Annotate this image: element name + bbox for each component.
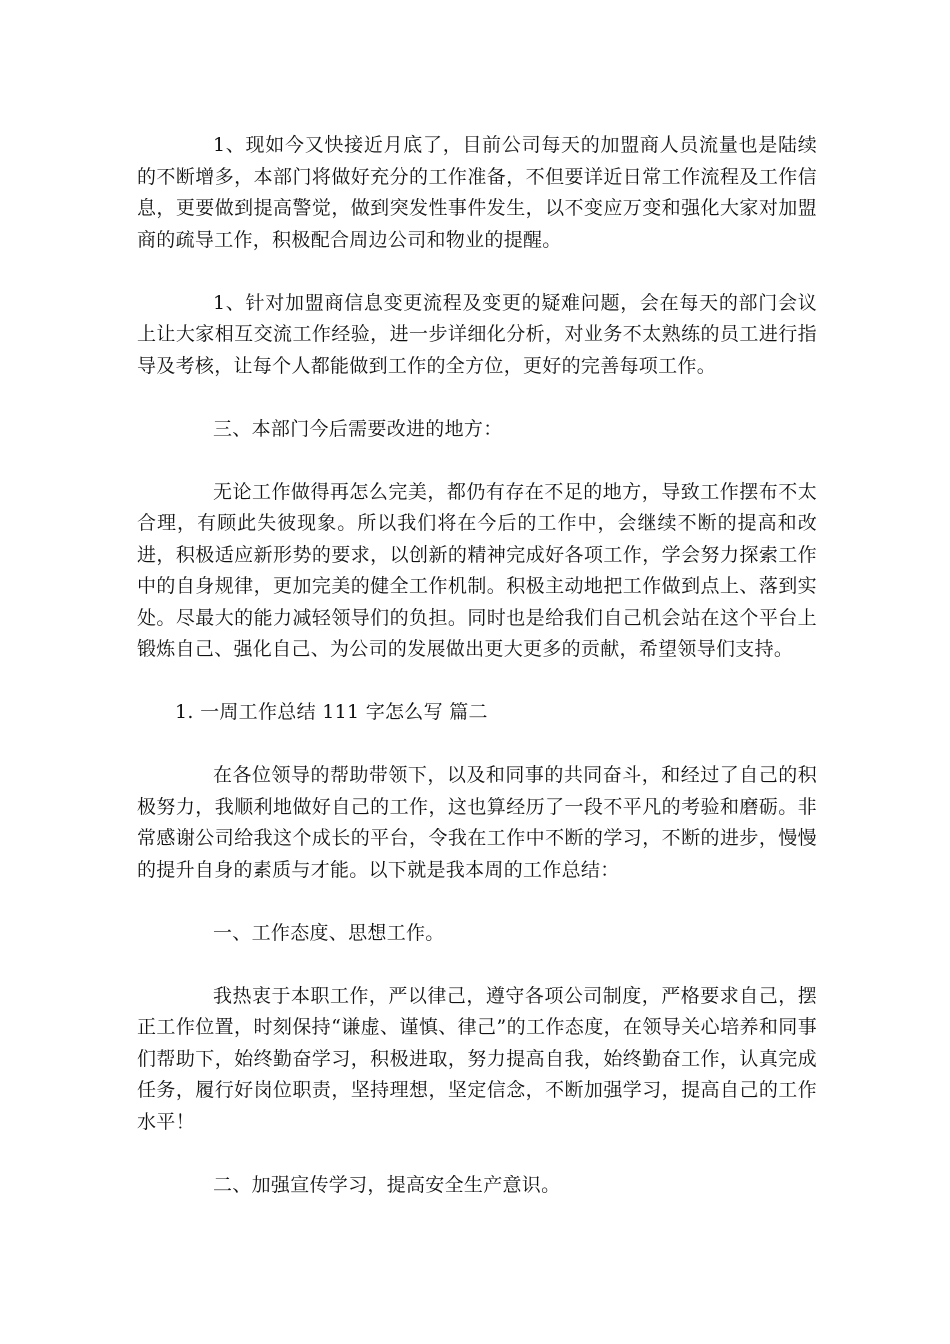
- paragraph-3: 无论工作做得再怎么完美，都仍有存在不足的地方，导致工作摆布不太合理，有顾此失彼现象。所以我们将在今后的工作中，会继续不断的提高和改进，积极适应新形势的要求，以创新的精神完成好各项工作，学会努力探索工作中的自身规律，更加完美的健全工作机制。积极主动地把工作做到点上、落到实处。尽最大的能力减轻领导们的负担。同时也是给我们自己机会站在这个平台上锻炼自己、强化自己、为公司的发展做出更大更多的贡献，希望领导们支持。: [137, 480, 817, 660]
- paragraph-2: 1、针对加盟商信息变更流程及变更的疑难问题，会在每天的部门会议上让大家相互交流工作经验，进一步详细化分析，对业务不太熟练的员工进行指导及考核，让每个人都能做到工作的全方位，更好的完善每项工作。: [137, 291, 817, 377]
- paragraph-1: 1、现如今又快接近月底了，目前公司每天的加盟商人员流量也是陆续的不断增多，本部门将做好充分的工作准备，不但要详近日常工作流程及工作信息，更要做到提高警觉，做到突发性事件发生，以不变应万变和强化大家对加盟商的疏导工作，积极配合周边公司和物业的提醒。: [137, 134, 817, 251]
- section-heading-improvements: 三、本部门今后需要改进的地方：: [213, 417, 503, 440]
- section-heading-safety: 二、加强宣传学习，提高安全生产意识。: [213, 1173, 561, 1196]
- article-heading-part-two: 1. 一周工作总结 111 字怎么写 篇二: [175, 701, 488, 723]
- paragraph-4: 在各位领导的帮助带领下，以及和同事的共同奋斗，和经过了自己的积极努力，我顺利地做好自己的工作，这也算经历了一段不平凡的考验和磨砺。非常感谢公司给我这个成长的平台，令我在工作中不断的学习，不断的进步，慢慢的提升自身的素质与才能。以下就是我本周的工作总结：: [137, 764, 817, 881]
- paragraph-5: 我热衷于本职工作，严以律己，遵守各项公司制度，严格要求自己，摆正工作位置，时刻保持“谦虚、谨慎、律己”的工作态度，在领导关心培养和同事们帮助下，始终勤奋学习，积极进取，努力提高自我，始终勤奋工作，认真完成任务，履行好岗位职责，坚持理想，坚定信念，不断加强学习，提高自己的工作水平！: [137, 984, 817, 1133]
- section-heading-attitude: 一、工作态度、思想工作。: [213, 921, 445, 944]
- document-body: [137, 130, 817, 1233]
